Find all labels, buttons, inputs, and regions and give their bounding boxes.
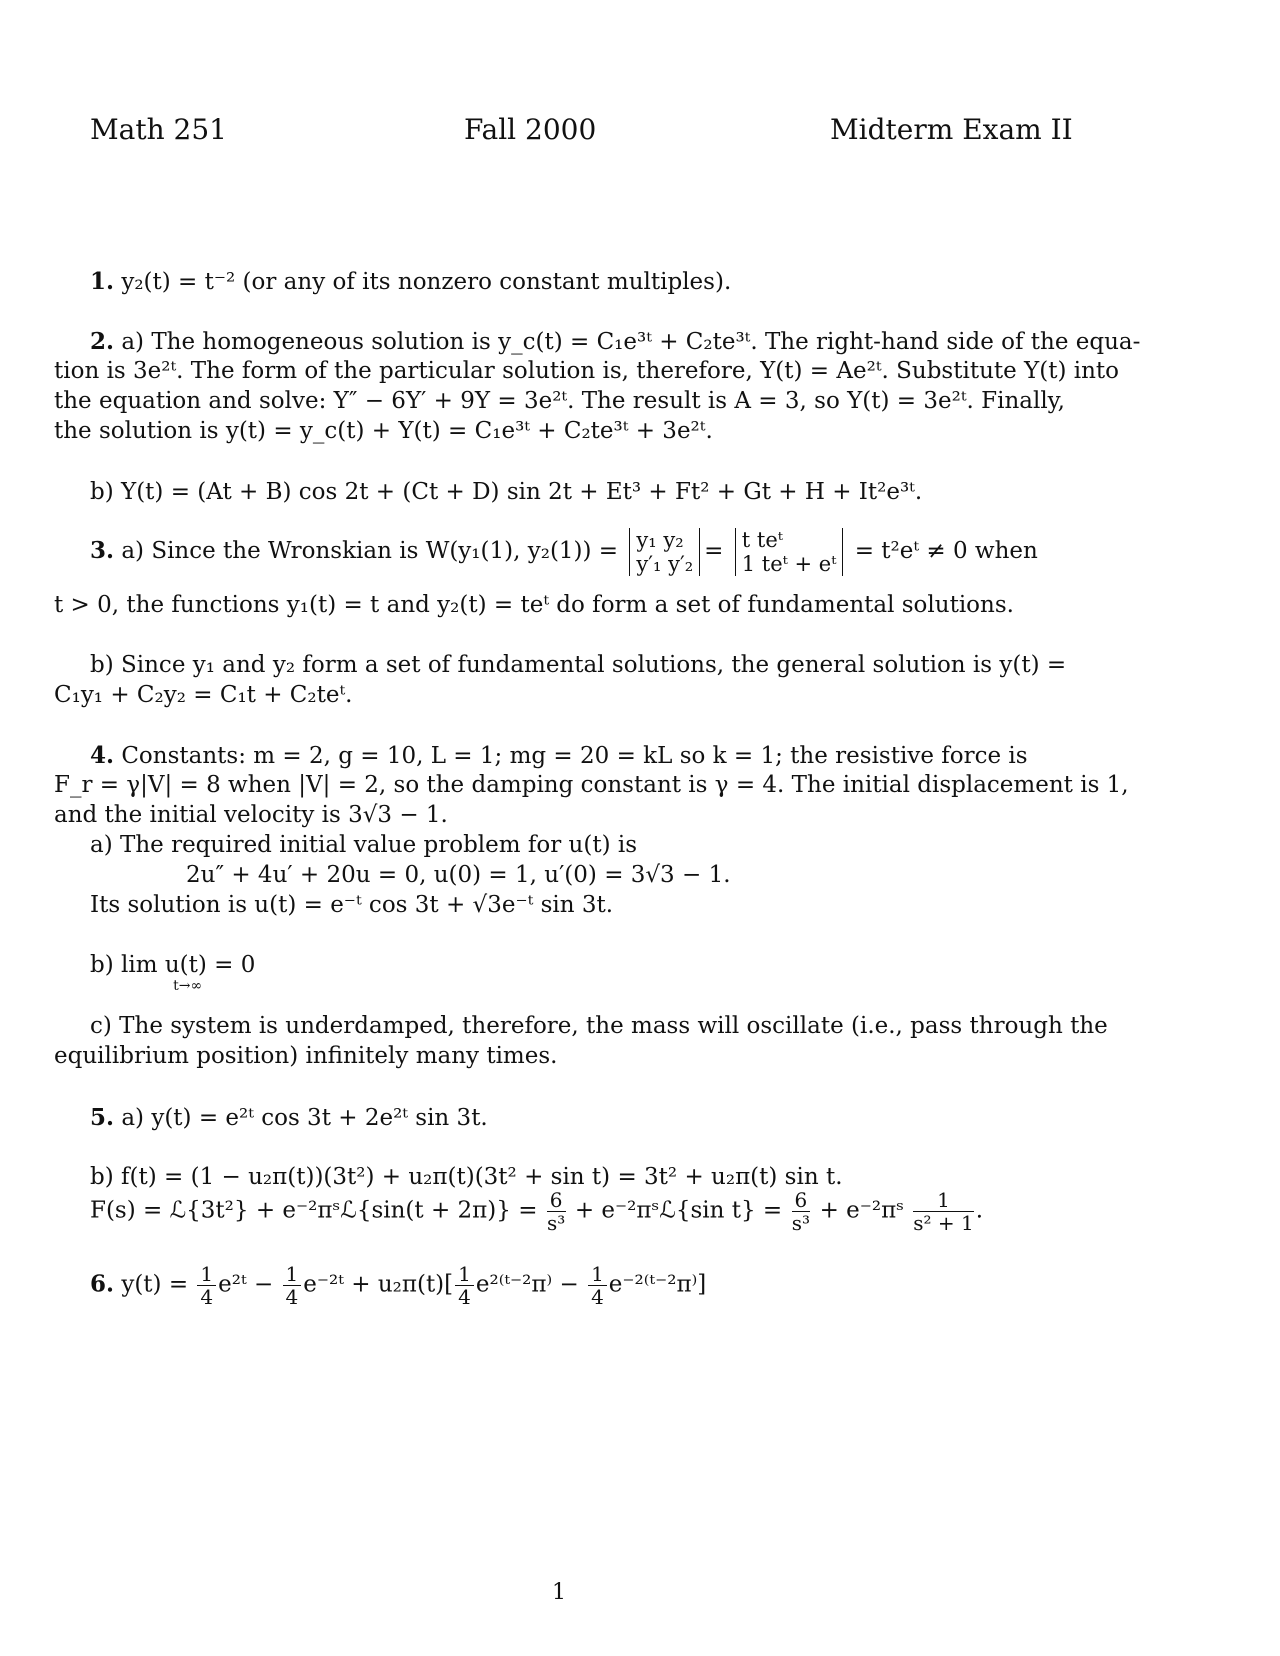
det1-row-1: y₁ y₂ bbox=[636, 528, 684, 552]
q6-term-4: e⁻²⁽ᵗ⁻²π⁾] bbox=[608, 1271, 707, 1298]
q6-line bbox=[90, 1264, 706, 1307]
q4-number: 4. bbox=[90, 742, 115, 769]
q2-a-text-3: the equation and solve: Y″ − 6Y′ + 9Y = 3e²ᵗ. The result is A = 3, so Y(t) = 3e²ᵗ. Finally, bbox=[54, 388, 1065, 414]
q6-term-3: e²⁽ᵗ⁻²π⁾ − bbox=[475, 1271, 579, 1298]
course-title: Math 251 bbox=[90, 113, 227, 146]
q3-b-text-2: C₁y₁ + C₂y₂ = C₁t + C₂teᵗ. bbox=[54, 682, 353, 708]
q6-term-1: e²ᵗ − bbox=[218, 1271, 274, 1298]
q6-term-2: e⁻²ᵗ + u₂π(t)[ bbox=[303, 1271, 454, 1298]
fraction-quarter-2 bbox=[283, 1264, 302, 1307]
page-number: 1 bbox=[552, 1580, 566, 1605]
exam-title: Midterm Exam II bbox=[830, 113, 1073, 146]
frac-num: 1 bbox=[283, 1264, 302, 1286]
frac-num: 6 bbox=[792, 1190, 811, 1212]
q4-ivp-equation: 2u″ + 4u′ + 20u = 0, u(0) = 1, u′(0) = 3√3 − 1. bbox=[186, 862, 731, 888]
q2-a-text-1: a) The homogeneous solution is y_c(t) = C₁e³ᵗ + C₂te³ᵗ. The right-hand side of the equa- bbox=[121, 329, 1141, 355]
frac-num: 6 bbox=[547, 1190, 566, 1212]
q4-limit-subscript: t→∞ bbox=[173, 978, 203, 994]
q4-text-1: Constants: m = 2, g = 10, L = 1; mg = 20 = kL so k = 1; the resistive force is bbox=[121, 743, 1028, 769]
q3-a-end: = t²eᵗ ≠ 0 when bbox=[854, 538, 1038, 565]
q4-c-text-1: c) The system is underdamped, therefore, the mass will oscillate (i.e., pass through the bbox=[90, 1013, 1108, 1039]
q1-number: 1. bbox=[90, 268, 115, 295]
q5-b-laplace-mid: + e⁻²πˢℒ{sin t} = bbox=[574, 1197, 783, 1224]
q4-b-text: b) lim u(t) = 0 bbox=[90, 952, 256, 978]
q4-limit bbox=[90, 954, 255, 993]
q5-b-line-2 bbox=[90, 1190, 983, 1233]
fraction-quarter-4 bbox=[588, 1264, 607, 1307]
q2-number: 2. bbox=[90, 328, 115, 355]
q4-line-1 bbox=[90, 744, 1028, 768]
frac-den: s² + 1 bbox=[913, 1211, 974, 1235]
fraction-1-over-s2-plus-1 bbox=[913, 1190, 973, 1233]
frac-num: 1 bbox=[455, 1264, 474, 1286]
frac-num: 1 bbox=[197, 1264, 216, 1286]
q5-b-laplace-start: F(s) = ℒ{3t²} + e⁻²πˢℒ{sin(t + 2π)} = bbox=[90, 1197, 538, 1224]
q4-a-text: a) The required initial value problem for u(t) is bbox=[90, 832, 638, 858]
q4-c-text-2: equilibrium position) infinitely many times. bbox=[54, 1043, 558, 1069]
wronskian-determinant-symbolic bbox=[629, 528, 700, 576]
q5-a-text: a) y(t) = e²ᵗ cos 3t + 2e²ᵗ sin 3t. bbox=[121, 1105, 488, 1131]
q5-b-laplace-exp: + e⁻²πˢ bbox=[819, 1197, 904, 1224]
q6-number: 6. bbox=[90, 1270, 115, 1298]
frac-den: 4 bbox=[285, 1285, 299, 1309]
fraction-quarter-1 bbox=[197, 1264, 216, 1307]
q3-a-text-2: t > 0, the functions y₁(t) = t and y₂(t) = teᵗ do form a set of fundamental solutions. bbox=[54, 592, 1014, 618]
frac-den: 4 bbox=[591, 1285, 604, 1309]
q1-text: y₂(t) = t⁻² (or any of its nonzero constant multiples). bbox=[121, 269, 732, 295]
fraction-6-over-s3 bbox=[547, 1190, 566, 1233]
det2-row-1: t teᵗ bbox=[741, 528, 783, 552]
frac-den: s³ bbox=[791, 1211, 811, 1235]
frac-den: 4 bbox=[200, 1285, 214, 1309]
q4-text-2: F_r = γ|V| = 8 when |V| = 2, so the damping constant is γ = 4. The initial displacement is 1, bbox=[54, 772, 1129, 798]
wronskian-determinant-values bbox=[735, 528, 844, 576]
q5-line-1 bbox=[90, 1106, 488, 1130]
q4-solution: Its solution is u(t) = e⁻ᵗ cos 3t + √3e⁻ᵗ sin 3t. bbox=[90, 892, 614, 918]
fraction-6-over-s3-b bbox=[792, 1190, 811, 1233]
frac-num: 1 bbox=[588, 1264, 607, 1286]
q3-line-1: 3. a) Since the Wronskian is W(y₁(1), y₂(1)) = y₁ y₂ y′₁ y′₂ = t teᵗ 1 teᵗ + eᵗ = t²eᵗ ≠ 0 when bbox=[90, 528, 1038, 577]
q2-a-text-2: tion is 3e²ᵗ. The form of the particular solution is, therefore, Y(t) = Ae²ᵗ. Substitute Y(t) into bbox=[54, 358, 1119, 384]
q2-line-1 bbox=[90, 330, 1140, 354]
q6-start: y(t) = bbox=[121, 1271, 189, 1298]
period: . bbox=[975, 1197, 984, 1224]
frac-den: 4 bbox=[458, 1285, 471, 1309]
fraction-quarter-3 bbox=[455, 1264, 474, 1307]
q4-text-3: and the initial velocity is 3√3 − 1. bbox=[54, 802, 448, 828]
q3-b-text-1: b) Since y₁ and y₂ form a set of fundamental solutions, the general solution is y(t) = bbox=[90, 652, 1067, 678]
q5-b-text-1: b) f(t) = (1 − u₂π(t))(3t²) + u₂π(t)(3t² + sin t) = 3t² + u₂π(t) sin t. bbox=[90, 1164, 843, 1190]
frac-den: s³ bbox=[547, 1211, 566, 1235]
q5-number: 5. bbox=[90, 1104, 115, 1131]
det2-row-2: 1 teᵗ + eᵗ bbox=[741, 552, 837, 577]
q2-a-text-4: the solution is y(t) = y_c(t) + Y(t) = C₁e³ᵗ + C₂te³ᵗ + 3e²ᵗ. bbox=[54, 418, 713, 444]
frac-num: 1 bbox=[913, 1190, 973, 1212]
q3-number: 3. bbox=[90, 537, 115, 565]
term-label: Fall 2000 bbox=[464, 113, 597, 146]
q2-b: b) Y(t) = (At + B) cos 2t + (Ct + D) sin 2t + Et³ + Ft² + Gt + H + It²e³ᵗ. bbox=[90, 479, 923, 505]
det1-row-2: y′₁ y′₂ bbox=[636, 552, 694, 577]
q4-b bbox=[90, 954, 255, 993]
q1 bbox=[90, 270, 731, 294]
q3-a-start: a) Since the Wronskian is W(y₁(1), y₂(1)) = bbox=[121, 538, 619, 565]
